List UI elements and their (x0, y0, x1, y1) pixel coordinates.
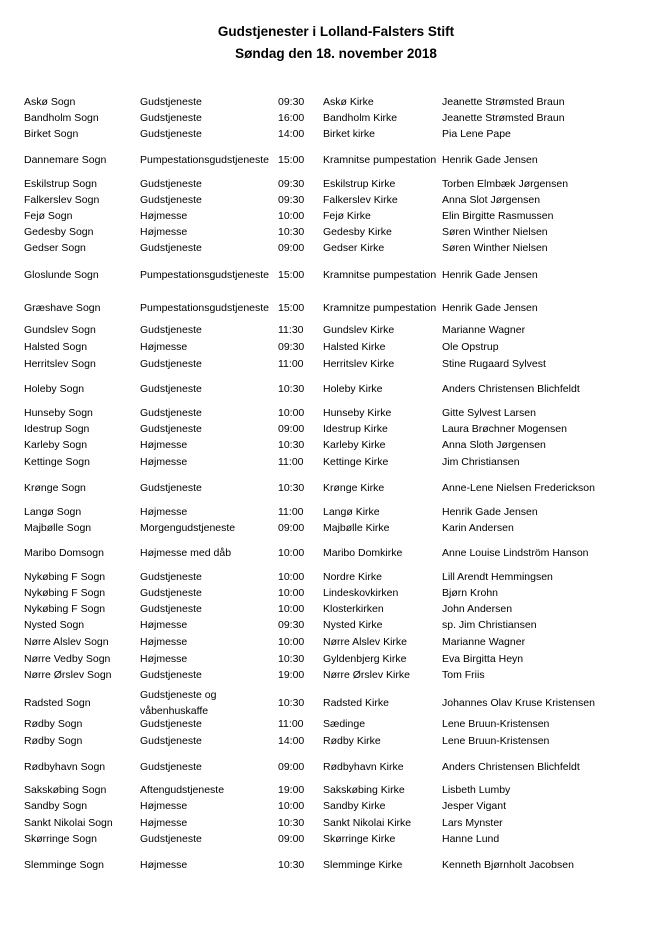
cell-church: Herritslev Kirke (323, 358, 395, 371)
cell-time: 15:00 (278, 301, 305, 314)
table-row (0, 618, 672, 634)
cell-time: 10:00 (278, 587, 305, 600)
table-row (0, 323, 672, 339)
cell-time: 15:00 (278, 268, 305, 281)
cell-time: 10:30 (278, 817, 305, 830)
page-subtitle: Søndag den 18. november 2018 (235, 46, 437, 61)
table-row (0, 422, 672, 438)
cell-time: 09:00 (278, 761, 305, 774)
cell-church: Gyldenbjerg Kirke (323, 653, 407, 666)
cell-time: 14:00 (278, 735, 305, 748)
cell-time: 09:00 (278, 522, 305, 535)
cell-parish: Sankt Nikolai Sogn (24, 817, 113, 830)
table-row (0, 241, 672, 257)
cell-parish: Slemminge Sogn (24, 859, 104, 872)
table-row (0, 754, 672, 782)
cell-service-type: Gudstjeneste (140, 587, 202, 600)
cell-parish: Askø Sogn (24, 96, 76, 109)
cell-parish: Sandby Sogn (24, 800, 88, 813)
cell-pastor: Lill Arendt Hemmingsen (442, 571, 553, 584)
cell-parish: Radsted Sogn (24, 696, 91, 709)
cell-service-type: Aftengudstjeneste (140, 784, 225, 797)
cell-time: 19:00 (278, 669, 305, 682)
cell-church: Gedser Kirke (323, 242, 385, 255)
cell-church: Bandholm Kirke (323, 112, 398, 125)
cell-service-type: Højmesse (140, 226, 188, 239)
cell-service-type: Gudstjeneste (140, 735, 202, 748)
cell-parish: Gloslunde Sogn (24, 268, 99, 281)
table-row (0, 177, 672, 193)
cell-time: 11:00 (278, 718, 304, 731)
cell-parish: Nykøbing F Sogn (24, 603, 106, 616)
cell-pastor: Lisbeth Lumby (442, 784, 511, 797)
cell-pastor: Johannes Olav Kruse Kristensen (442, 696, 595, 709)
cell-church: Falkerslev Kirke (323, 194, 398, 207)
cell-service-type: Pumpestationsgudstjeneste (140, 268, 269, 281)
cell-service-type: Morgengudstjeneste (140, 522, 236, 535)
cell-time: 09:00 (278, 423, 305, 436)
cell-time: 11:30 (278, 324, 304, 337)
cell-service-type: Højmesse med dåb (140, 546, 232, 559)
cell-time: 09:30 (278, 178, 305, 191)
table-row (0, 225, 672, 241)
cell-time: 10:00 (278, 546, 305, 559)
cell-time: 10:30 (278, 226, 305, 239)
cell-parish: Maribo Domsogn (24, 546, 104, 559)
cell-parish: Nykøbing F Sogn (24, 587, 106, 600)
cell-time: 10:30 (278, 439, 305, 452)
table-row (0, 193, 672, 209)
cell-time: 19:00 (278, 784, 305, 797)
cell-church: Kramnitse pumpestation (323, 268, 437, 281)
cell-time: 10:30 (278, 653, 305, 666)
cell-parish: Langø Sogn (24, 506, 82, 519)
cell-pastor: Torben Elmbæk Jørgensen (442, 178, 569, 191)
cell-parish: Krønge Sogn (24, 481, 86, 494)
cell-service-type: Gudstjeneste (140, 407, 202, 420)
cell-time: 09:30 (278, 96, 305, 109)
cell-pastor: Søren Winther Nielsen (442, 242, 548, 255)
cell-parish: Herritslev Sogn (24, 358, 96, 371)
cell-church: Birket kirke (323, 128, 375, 141)
cell-pastor: Henrik Gade Jensen (442, 153, 538, 166)
cell-church: Maribo Domkirke (323, 546, 403, 559)
cell-service-type: Gudstjeneste (140, 603, 202, 616)
cell-pastor: Søren Winther Nielsen (442, 226, 548, 239)
table-row (0, 209, 672, 225)
cell-pastor: Marianne Wagner (442, 324, 526, 337)
cell-service-type: Pumpestationsgudstjeneste (140, 153, 269, 166)
cell-parish: Idestrup Sogn (24, 423, 90, 436)
table-row (0, 521, 672, 537)
cell-pastor: Anders Christensen Blichfeldt (442, 383, 580, 396)
cell-church: Halsted Kirke (323, 341, 386, 354)
cell-parish: Rødbyhavn Sogn (24, 761, 106, 774)
table-row (0, 652, 672, 668)
table-row (0, 668, 672, 684)
table-row (0, 340, 672, 356)
cell-pastor: Gitte Sylvest Larsen (442, 407, 536, 420)
cell-pastor: Jeanette Strømsted Braun (442, 96, 565, 109)
cell-service-type: Gudstjeneste (140, 324, 202, 337)
table-row (0, 505, 672, 521)
cell-time: 10:30 (278, 696, 305, 709)
cell-church: Hunseby Kirke (323, 407, 392, 420)
cell-time: 10:00 (278, 210, 305, 223)
cell-service-type: Gudstjeneste (140, 481, 202, 494)
cell-church: Idestrup Kirke (323, 423, 388, 436)
cell-service-type: Gudstjeneste (140, 718, 202, 731)
cell-parish: Gundslev Sogn (24, 324, 96, 337)
cell-church: Rødby Kirke (323, 735, 381, 748)
cell-pastor: Laura Brøchner Mogensen (442, 423, 567, 436)
cell-parish: Sakskøbing Sogn (24, 784, 107, 797)
cell-pastor: sp. Jim Christiansen (442, 619, 537, 632)
cell-service-type: Gudstjeneste (140, 112, 202, 125)
cell-pastor: Pia Lene Pape (442, 128, 511, 141)
cell-church: Sakskøbing Kirke (323, 784, 405, 797)
cell-parish: Gedesby Sogn (24, 226, 94, 239)
cell-time: 10:30 (278, 481, 305, 494)
cell-pastor: John Andersen (442, 603, 513, 616)
cell-service-type: Højmesse (140, 817, 188, 830)
table-row (0, 473, 672, 504)
cell-time: 09:30 (278, 194, 305, 207)
table-row (0, 832, 672, 848)
cell-parish: Majbølle Sogn (24, 522, 92, 535)
table-row (0, 734, 672, 750)
cell-pastor: Henrik Gade Jensen (442, 301, 538, 314)
cell-parish: Karleby Sogn (24, 439, 88, 452)
cell-pastor: Lars Mynster (442, 817, 503, 830)
cell-parish: Birket Sogn (24, 128, 79, 141)
cell-pastor: Stine Rugaard Sylvest (442, 358, 546, 371)
table-row (0, 635, 672, 651)
cell-church: Slemminge Kirke (323, 859, 403, 872)
cell-parish: Græshave Sogn (24, 301, 101, 314)
cell-time: 10:30 (278, 383, 305, 396)
cell-service-type: Højmesse (140, 439, 188, 452)
cell-pastor: Anne Louise Lindström Hanson (442, 546, 589, 559)
cell-service-type: Pumpestationsgudstjeneste (140, 301, 269, 314)
cell-service-type: Højmesse (140, 210, 188, 223)
cell-service-type: Gudstjeneste (140, 178, 202, 191)
cell-pastor: Anne-Lene Nielsen Frederickson (442, 481, 595, 494)
table-row (0, 438, 672, 454)
cell-church: Rødbyhavn Kirke (323, 761, 404, 774)
cell-pastor: Eva Birgitta Heyn (442, 653, 524, 666)
cell-pastor: Bjørn Krohn (442, 587, 499, 600)
cell-church: Askø Kirke (323, 96, 374, 109)
table-row (0, 111, 672, 127)
table-row (0, 406, 672, 422)
cell-time: 09:30 (278, 341, 305, 354)
table-row (0, 570, 672, 586)
cell-time: 11:00 (278, 506, 304, 519)
cell-pastor: Marianne Wagner (442, 636, 526, 649)
cell-pastor: Kenneth Bjørnholt Jacobsen (442, 859, 574, 872)
cell-time: 09:30 (278, 619, 305, 632)
cell-parish: Nørre Alslev Sogn (24, 636, 109, 649)
cell-service-type: Højmesse (140, 506, 188, 519)
cell-church: Radsted Kirke (323, 696, 389, 709)
cell-church: Kramnitze pumpestation (323, 301, 437, 314)
cell-service-type: Højmesse (140, 859, 188, 872)
cell-service-type: Gudstjeneste (140, 383, 202, 396)
cell-time: 09:00 (278, 833, 305, 846)
page-title: Gudstjenester i Lolland-Falsters Stift (217, 24, 455, 39)
cell-service-type: Højmesse (140, 341, 188, 354)
cell-pastor: Jim Christiansen (442, 456, 520, 469)
cell-time: 11:00 (278, 358, 304, 371)
cell-time: 10:00 (278, 636, 305, 649)
cell-church: Langø Kirke (323, 506, 380, 519)
table-row (0, 95, 672, 111)
cell-church: Gundslev Kirke (323, 324, 395, 337)
cell-pastor: Anna Slot Jørgensen (442, 194, 541, 207)
cell-time: 10:00 (278, 800, 305, 813)
cell-church: Sankt Nikolai Kirke (323, 817, 412, 830)
cell-pastor: Elin Birgitte Rasmussen (442, 210, 554, 223)
table-row (0, 783, 672, 799)
cell-church: Kramnitse pumpestation (323, 153, 437, 166)
cell-pastor: Henrik Gade Jensen (442, 268, 538, 281)
cell-service-type: Højmesse (140, 636, 188, 649)
cell-service-type: Gudstjeneste (140, 423, 202, 436)
cell-time: 09:00 (278, 242, 305, 255)
cell-parish: Skørringe Sogn (24, 833, 97, 846)
cell-service-type: Højmesse (140, 456, 188, 469)
cell-service-type: Gudstjeneste (140, 761, 202, 774)
cell-service-type: Højmesse (140, 653, 188, 666)
table-row (0, 376, 672, 404)
cell-service-type: Gudstjeneste (140, 194, 202, 207)
table-row (0, 717, 672, 733)
cell-church: Nordre Kirke (323, 571, 382, 584)
cell-pastor: Anna Sloth Jørgensen (442, 439, 546, 452)
cell-pastor: Karin Andersen (442, 522, 514, 535)
cell-pastor: Lene Bruun-Kristensen (442, 718, 550, 731)
cell-church: Fejø Kirke (323, 210, 371, 223)
cell-church: Holeby Kirke (323, 383, 383, 396)
cell-parish: Nysted Sogn (24, 619, 85, 632)
cell-service-type: Gudstjeneste (140, 96, 202, 109)
cell-parish: Rødby Sogn (24, 718, 83, 731)
cell-church: Lindeskovkirken (323, 587, 399, 600)
cell-church: Nysted Kirke (323, 619, 383, 632)
cell-parish: Fejø Sogn (24, 210, 73, 223)
cell-service-type: Højmesse (140, 619, 188, 632)
table-row (0, 852, 672, 880)
cell-parish: Falkerslev Sogn (24, 194, 100, 207)
cell-parish: Eskilstrup Sogn (24, 178, 97, 191)
cell-parish: Nykøbing F Sogn (24, 571, 106, 584)
cell-parish: Bandholm Sogn (24, 112, 99, 125)
cell-service-type: Gudstjeneste og våbenhuskaffe (140, 689, 217, 717)
cell-parish: Gedser Sogn (24, 242, 86, 255)
cell-parish: Nørre Ørslev Sogn (24, 669, 112, 682)
cell-church: Nørre Ørslev Kirke (323, 669, 410, 682)
cell-time: 11:00 (278, 456, 304, 469)
table-row (0, 145, 672, 176)
cell-parish: Dannemare Sogn (24, 153, 107, 166)
table-row (0, 455, 672, 471)
cell-pastor: Ole Opstrup (442, 341, 499, 354)
cell-time: 16:00 (278, 112, 305, 125)
cell-church: Eskilstrup Kirke (323, 178, 396, 191)
cell-service-type: Gudstjeneste (140, 242, 202, 255)
cell-service-type: Gudstjeneste (140, 833, 202, 846)
cell-time: 15:00 (278, 153, 305, 166)
cell-pastor: Anders Christensen Blichfeldt (442, 761, 580, 774)
cell-service-type: Gudstjeneste (140, 669, 202, 682)
cell-pastor: Henrik Gade Jensen (442, 506, 538, 519)
cell-parish: Halsted Sogn (24, 341, 88, 354)
table-row (0, 799, 672, 815)
table-row (0, 293, 672, 324)
cell-pastor: Jesper Vigant (442, 800, 507, 813)
cell-time: 10:00 (278, 603, 305, 616)
cell-service-type: Gudstjeneste (140, 571, 202, 584)
table-row (0, 602, 672, 618)
cell-church: Nørre Alslev Kirke (323, 636, 408, 649)
table-row (0, 357, 672, 373)
cell-pastor: Tom Friis (442, 669, 485, 682)
table-row (0, 260, 672, 291)
cell-service-type: Gudstjeneste (140, 128, 202, 141)
cell-parish: Rødby Sogn (24, 735, 83, 748)
cell-church: Sandby Kirke (323, 800, 386, 813)
table-row (0, 586, 672, 602)
cell-church: Majbølle Kirke (323, 522, 390, 535)
cell-parish: Nørre Vedby Sogn (24, 653, 111, 666)
cell-time: 10:00 (278, 407, 305, 420)
cell-parish: Kettinge Sogn (24, 456, 90, 469)
cell-church: Klosterkirken (323, 603, 384, 616)
cell-time: 10:30 (278, 859, 305, 872)
cell-pastor: Hanne Lund (442, 833, 500, 846)
cell-church: Kettinge Kirke (323, 456, 389, 469)
cell-service-type: Højmesse (140, 800, 188, 813)
cell-pastor: Jeanette Strømsted Braun (442, 112, 565, 125)
table-row (0, 688, 672, 719)
cell-parish: Holeby Sogn (24, 383, 85, 396)
cell-time: 14:00 (278, 128, 305, 141)
table-row (0, 127, 672, 143)
cell-church: Karleby Kirke (323, 439, 386, 452)
table-row (0, 538, 672, 569)
cell-pastor: Lene Bruun-Kristensen (442, 735, 550, 748)
cell-church: Gedesby Kirke (323, 226, 392, 239)
cell-parish: Hunseby Sogn (24, 407, 93, 420)
cell-church: Krønge Kirke (323, 481, 385, 494)
cell-church: Skørringe Kirke (323, 833, 396, 846)
table-row (0, 816, 672, 832)
cell-church: Sædinge (323, 718, 366, 731)
cell-time: 10:00 (278, 571, 305, 584)
cell-service-type: Gudstjeneste (140, 358, 202, 371)
